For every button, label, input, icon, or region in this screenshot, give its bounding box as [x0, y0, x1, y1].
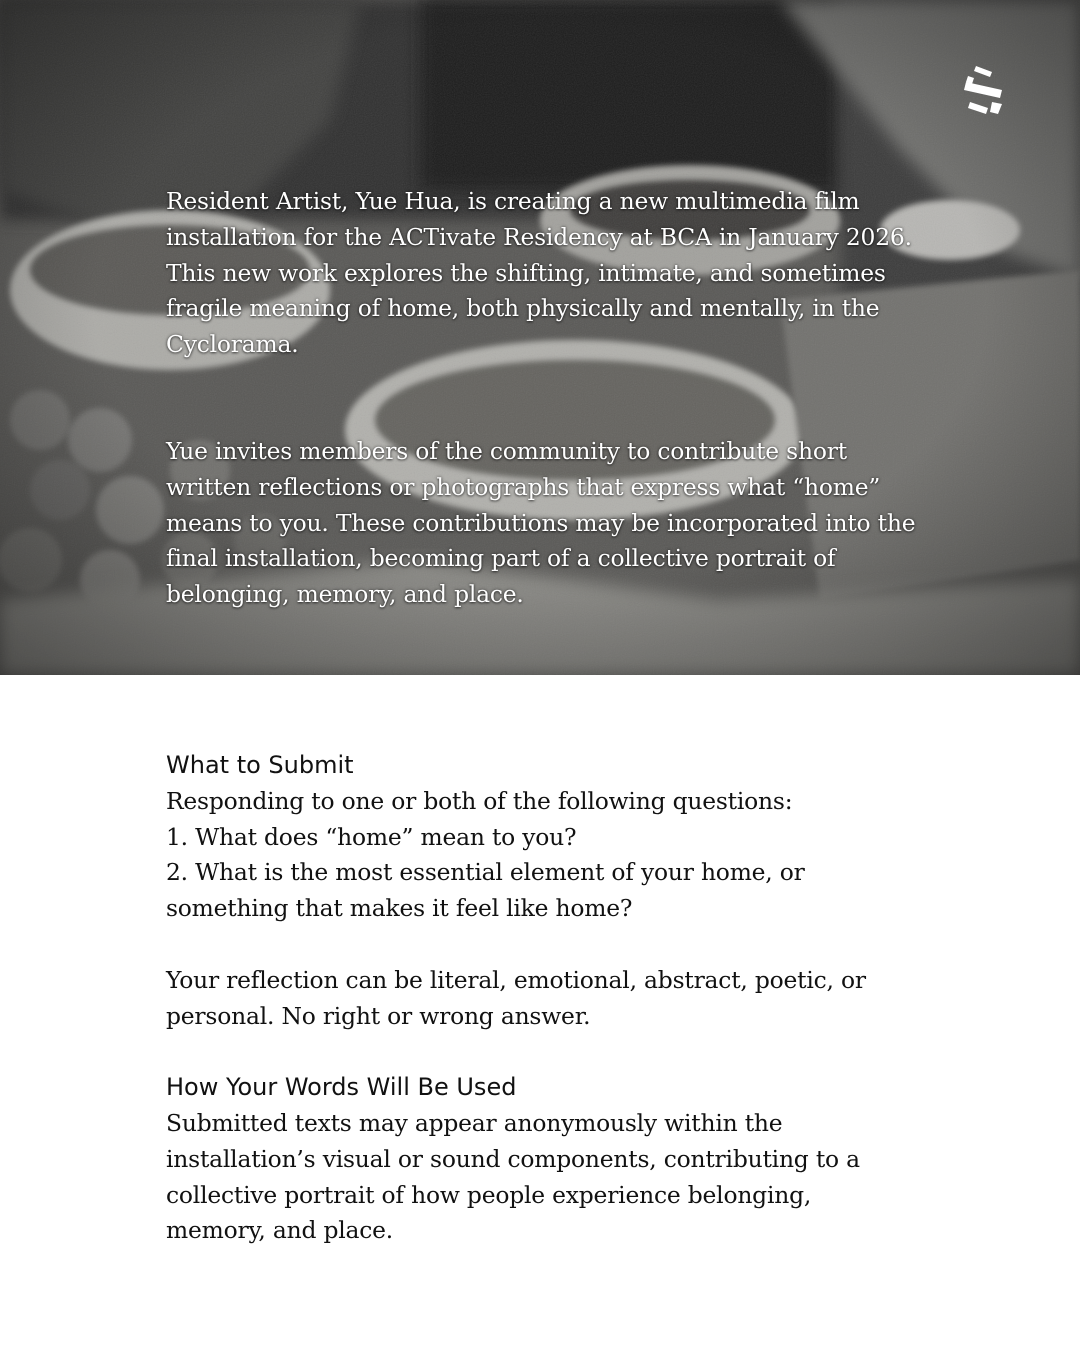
spacer: [166, 1034, 946, 1070]
submission-info: [166, 748, 946, 1249]
questions-intro: Responding to one or both of the following questions:: [166, 786, 793, 815]
invitation-paragraph: Yue invites members of the community to contribute short written reflections or photographs that express what “home” means to you. These contributions may be incorporated into the final installation, becoming part of a collective portrait of belonging, memory, and place.: [166, 436, 916, 609]
how-used-heading: How Your Words Will Be Used: [166, 1073, 517, 1102]
bca-logo-icon: [962, 64, 1006, 116]
intro-paragraph: Resident Artist, Yue Hua, is creating a new multimedia film installation for the ACTivate Residency at BCA in January 2026. This new work explores the shifting, intimate, and sometimes fragile meaning of home, both physically and mentally, in the Cyclorama.: [166, 187, 912, 359]
spacer: [166, 927, 946, 963]
reflection-note: Your reflection can be literal, emotional, abstract, poetic, or personal. No right or wrong answer.: [166, 965, 866, 1030]
question-1: 1. What does “home” mean to you?: [166, 822, 577, 851]
how-used-body: Submitted texts may appear anonymously within the installation’s visual or sound components, contributing to a collective portrait of how people experience belonging, memory, and place.: [166, 1108, 860, 1245]
hero-text: [166, 184, 926, 613]
question-2: 2. What is the most essential element of your home, or something that makes it feel like home?: [166, 858, 805, 923]
what-to-submit-heading: What to Submit: [166, 751, 354, 779]
